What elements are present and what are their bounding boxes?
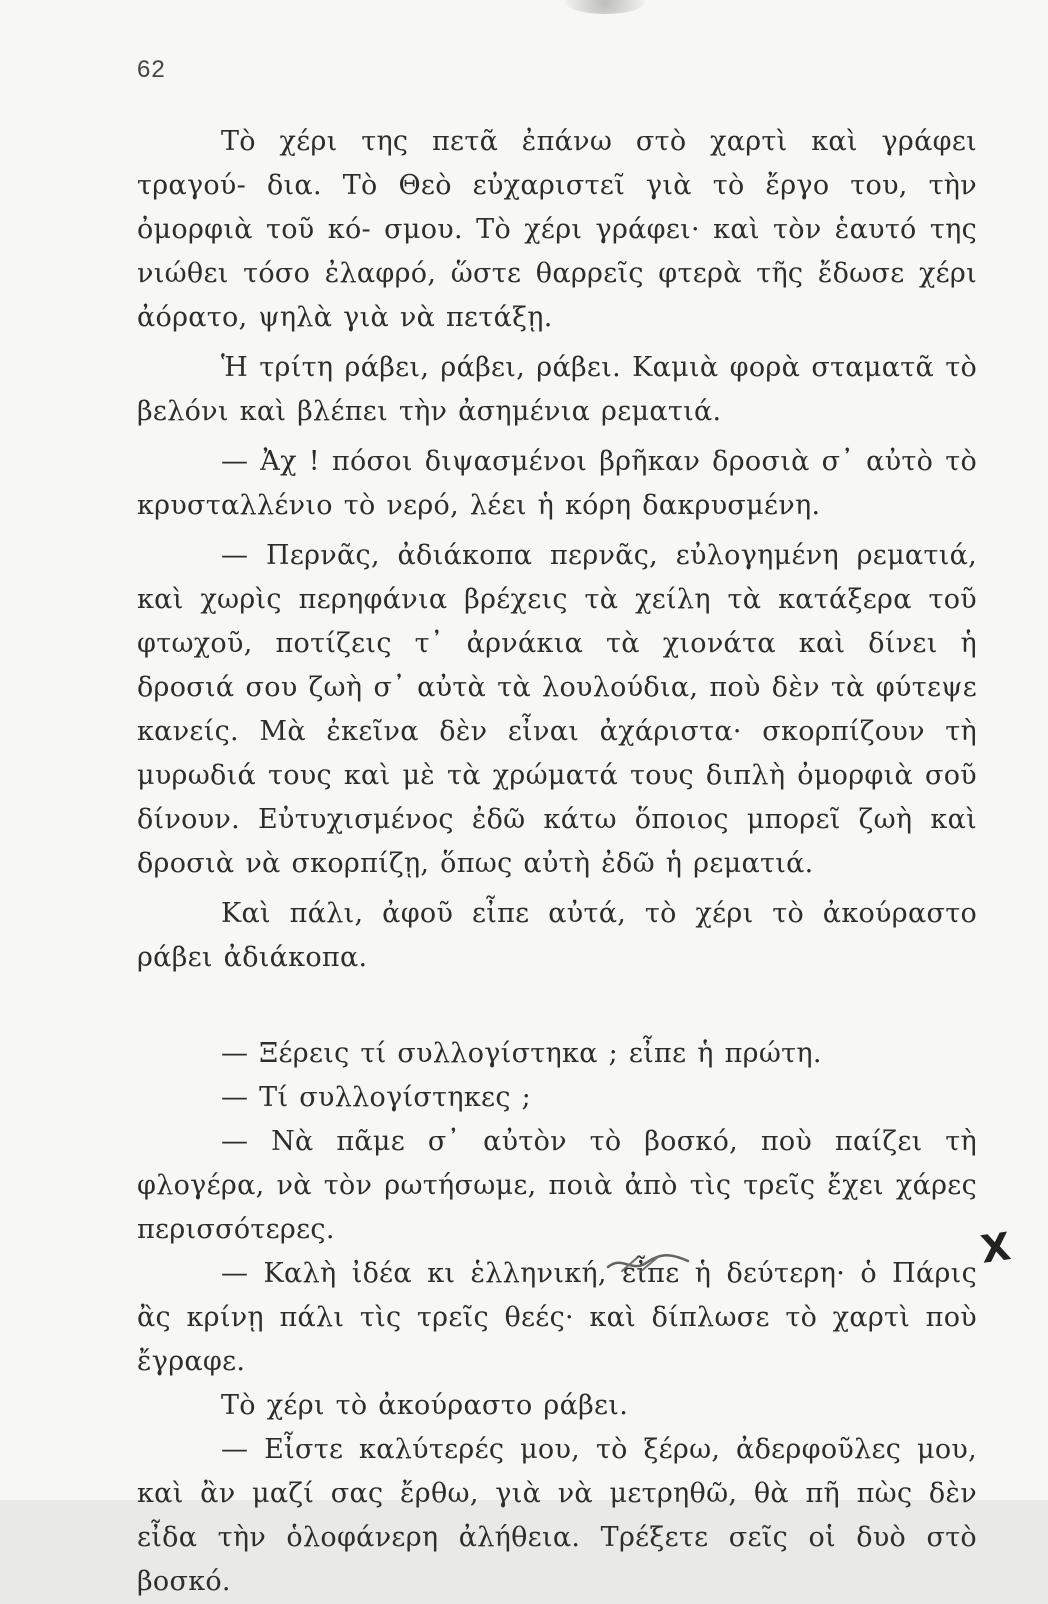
scan-smudge — [565, 0, 645, 14]
pencil-scribble-icon — [604, 1245, 694, 1279]
paragraph: — Ἀχ ! πόσοι διψασμένοι βρῆκαν δροσιὰ σ᾽ αὐτὸ τὸ κρυσταλλένιο τὸ νερό, λέει ἡ κόρη δακρυσμένη. — [137, 446, 977, 521]
dialogue-line: — Ξέρεις τί συλλογίστηκα ; εἶπε ἡ πρώτη. — [221, 1038, 822, 1069]
dialogue-line: — Καλὴ ἰδέα κι ἑλληνική, εἶπε ἡ δεύτερη· ὁ Πάρις ἂς κρίνῃ πάλι τὶς τρεῖς θεές· καὶ δίπλωσε τὸ χαρτὶ ποὺ ἔγραφε. — [137, 1258, 977, 1377]
text-block — [137, 120, 977, 1604]
paragraph: Ἡ τρίτη ράβει, ράβει, ράβει. Καμιὰ φορὰ σταματᾶ τὸ βελόνι καὶ βλέπει τὴν ἀσημένια ρεματιά. — [137, 352, 977, 427]
page-number: 62 — [137, 56, 166, 83]
dialogue-line: Τὸ χέρι τὸ ἀκούραστο ράβει. — [221, 1390, 629, 1421]
dialogue-line: — Τί συλλογίστηκες ; — [221, 1082, 532, 1113]
handwritten-x-mark: X — [977, 1224, 1013, 1272]
paragraph: Καὶ πάλι, ἀφοῦ εἶπε αὐτά, τὸ χέρι τὸ ἀκούραστο ράβει ἀδιάκοπα. — [137, 898, 977, 973]
dialogue-line: — Εἶστε καλύτερές μου, τὸ ξέρω, ἀδερφοῦλες μου, καὶ ἂν μαζί σας ἔρθω, γιὰ νὰ μετρηθῶ, θὰ πῆ πὼς δὲν εἶδα τὴν ὁλοφάνερη ἀλήθεια. Τρέξετε σεῖς οἱ δυὸ στὸ βοσκό. — [137, 1434, 977, 1597]
section-gap — [137, 980, 977, 1032]
paragraph: — Περνᾶς, ἀδιάκοπα περνᾶς, εὐλογημένη ρεματιά, καὶ χωρὶς περηφάνια βρέχεις τὰ χείλη τὰ κατάξερα τοῦ φτωχοῦ, ποτίζεις τ᾽ ἀρνάκια τὰ χιονάτα καὶ δίνει ἡ δροσιά σου ζωὴ σ᾽ αὐτὰ τὰ λουλούδια, ποὺ δὲν τὰ φύτεψε κανείς. Μὰ ἐκεῖνα δὲν εἶναι ἀχάριστα· σκορπίζουν τὴ μυρωδιά τους καὶ μὲ τὰ χρώματά τους διπλὴ ὀμορφιὰ σοῦ δίνουν. Εὐτυχισμένος ἐδῶ κάτω ὅποιος μπορεῖ ζωὴ καὶ δροσιὰ νὰ σκορπίζῃ, ὅπως αὐτὴ ἐδῶ ἡ ρεματιά. — [137, 540, 977, 879]
paragraph: Τὸ χέρι της πετᾶ ἐπάνω στὸ χαρτὶ καὶ γράφει τραγού- δια. Τὸ Θεὸ εὐχαριστεῖ γιὰ τὸ ἔργο του, τὴν ὀμορφιὰ τοῦ κό- σμου. Τὸ χέρι γράφει· καὶ τὸν ἑαυτό της νιώθει τόσο ἐλαφρό, ὥστε θαρρεῖς φτερὰ τῆς ἔδωσε χέρι ἀόρατο, ψηλὰ γιὰ νὰ πετάξῃ. — [137, 126, 977, 333]
dialogue-line: — Νὰ πᾶμε σ᾽ αὐτὸν τὸ βοσκό, ποὺ παίζει τὴ φλογέρα, νὰ τὸν ρωτήσωμε, ποιὰ ἀπὸ τὶς τρεῖς ἔχει χάρες περισσότερες. — [137, 1126, 977, 1245]
